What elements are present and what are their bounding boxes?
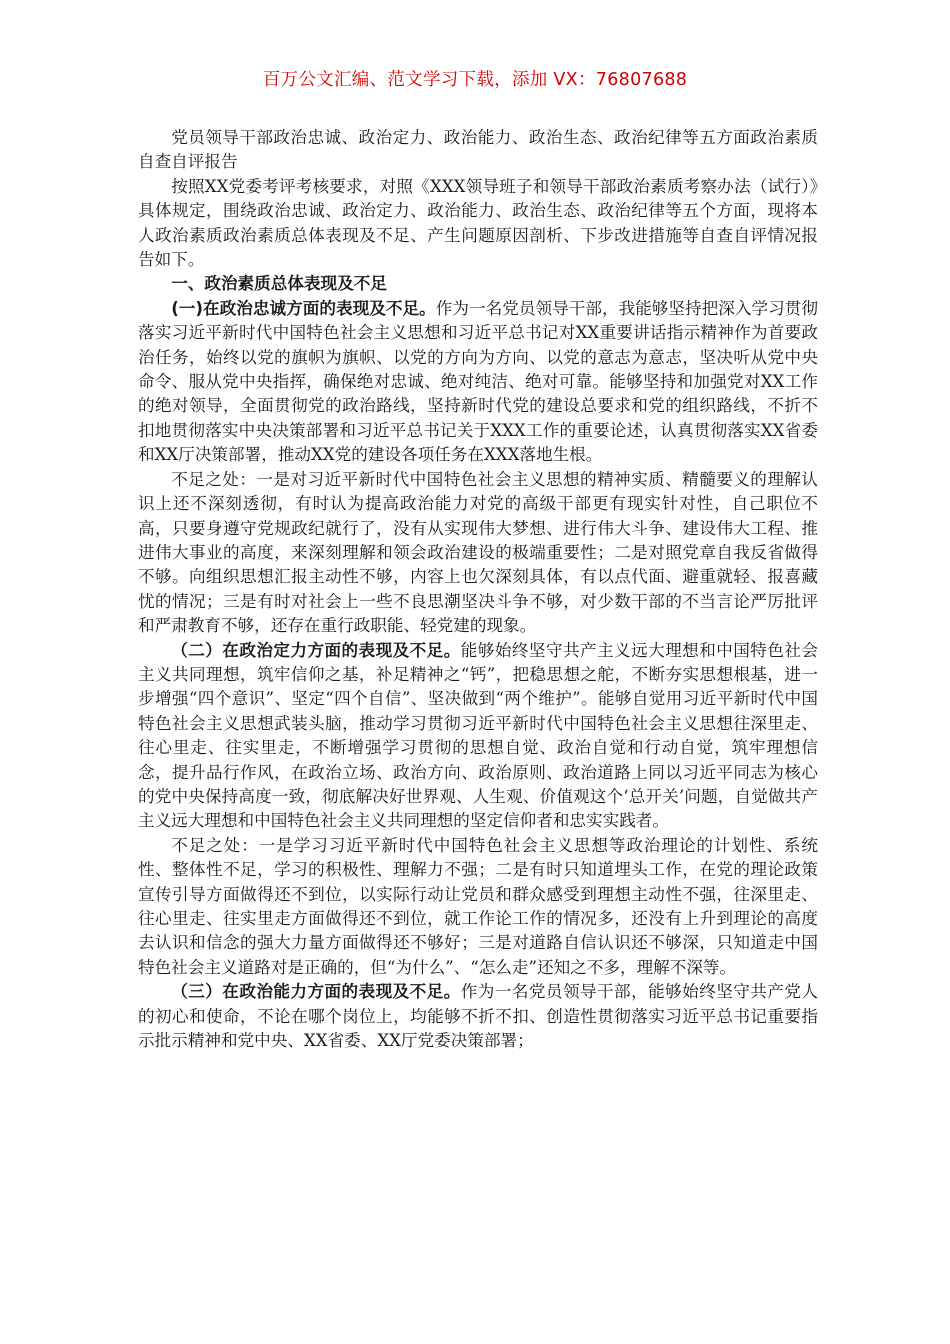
subheading-political-loyalty: (一)在政治忠诚方面的表现及不足。 <box>171 298 436 318</box>
report-title: 党员领导干部政治忠诚、政治定力、政治能力、政治生态、政治纪律等五方面政治素质自查自评报告 <box>138 128 818 172</box>
subheading-political-ability: （三）在政治能力方面的表现及不足。 <box>171 982 461 1002</box>
paragraph-text: 作为一名党员领导干部，能够始终坚守共产党人的初心和使命，不论在哪个岗位上，均能够不折不扣、创造性贯彻落实习近平总书记重要指示批示精神和党中央、XX省委、XX厅党委决策部署； <box>138 982 819 1051</box>
paragraph-political-ability <box>138 980 818 1053</box>
paragraph-text: 能够始终坚守共产主义远大理想和中国特色社会主义共同理想，筑牢信仰之基，补足精神之“钙”，把稳思想之舵，不断夯实思想根基，进一步增强“四个意识”、坚定“四个自信”、坚决做到“两个维护”。能够自觉用习近平新时代中国特色社会主义思想武装头脑，推动学习贯彻习近平新时代中国特色社会主义思想往深里走、往心里走、往实里走，不断增强学习贯彻的思想自觉、政治自觉和行动自觉，筑牢理想信念，提升品行作风，在政治立场、政治方向、政治原则、政治道路上同以习近平同志为核心的党中央保持高度一致，彻底解决好世界观、人生观、价值观这个‘总开关’问题，自觉做共产主义远大理想和中国特色社会主义共同理想的坚定信仰者和忠实实践者。 <box>138 640 819 831</box>
paragraph-loyalty-shortfall: 不足之处：一是对习近平新时代中国特色社会主义思想的精神实质、精髓要义的理解认识上还不深刻透彻，有时认为提高政治能力对党的高级干部更有现实针对性，自己职位不高，只要身遵守党规政纪就行了，没有从实现伟大梦想、进行伟大斗争、建设伟大工程、推进伟大事业的高度，来深刻理解和领会政治建设的极端重要性；二是对照党章自我反省做得不够。向组织思想汇报主动性不够，内容上也欠深刻具体，有以点代面、避重就轻、报喜藏忧的情况；三是有时对社会上一些不良思潮坚决斗争不够，对少数干部的不当言论严厉批评和严肃教育不够，还存在重行政职能、轻党建的现象。 <box>138 469 818 636</box>
intro-paragraph: 按照XX党委考评考核要求，对照《XXX领导班子和领导干部政治素质考察办法（试行）》具体规定，围绕政治忠诚、政治定力、政治能力、政治生态、政治纪律等五个方面，现将本人政治素质政治素质总体表现及不足、产生问题原因剖析、下步改进措施等自查自评情况报告如下。 <box>138 176 818 270</box>
paragraph-text: 作为一名党员领导干部，我能够坚持把深入学习贯彻落实习近平新时代中国特色社会主义思想和习近平总书记对XX重要讲话指示精神作为首要政治任务，始终以党的旗帜为旗帜、以党的方向为方向、以党的意志为意志，坚决听从党中央命令、服从党中央指挥，确保绝对忠诚、绝对纯洁、绝对可靠。能够坚持和加强党对XX工作的绝对领导，全面贯彻党的政治路线，坚持新时代党的建设总要求和党的组织路线，不折不扣地贯彻落实中央决策部署和习近平总书记关于XXX工作的重要论述，认真贯彻落实XX省委和XX厅决策部署，推动XX党的建设各项任务在XXX落地生根。 <box>138 298 818 465</box>
watermark-banner: 百万公文汇编、范文学习下载，添加 VX：76807688 <box>262 70 688 90</box>
section-heading: 一、政治素质总体表现及不足 <box>171 274 387 294</box>
paragraph-political-loyalty <box>138 297 818 468</box>
paragraph-resolve-shortfall: 不足之处：一是学习习近平新时代中国特色社会主义思想等政治理论的计划性、系统性、整体性不足，学习的积极性、理解力不强；二是有时只知道埋头工作，在党的理论政策宣传引导方面做得还不到位，以实际行动让党员和群众感受到理想主动性不强，往深里走、往心里走、往实里走方面做得还不到位，就工作论工作的情况多，还没有上升到理论的高度去认识和信念的强大力量方面做得还不够好；三是对道路自信认识还不够深，只知道走中国特色社会主义道路对是正确的，但“为什么”、“怎么走”还知之不多，理解不深等。 <box>138 835 818 977</box>
subheading-political-resolve: （二）在政治定力方面的表现及不足。 <box>171 640 461 660</box>
paragraph-political-resolve <box>138 639 818 834</box>
document-body <box>138 126 818 1053</box>
